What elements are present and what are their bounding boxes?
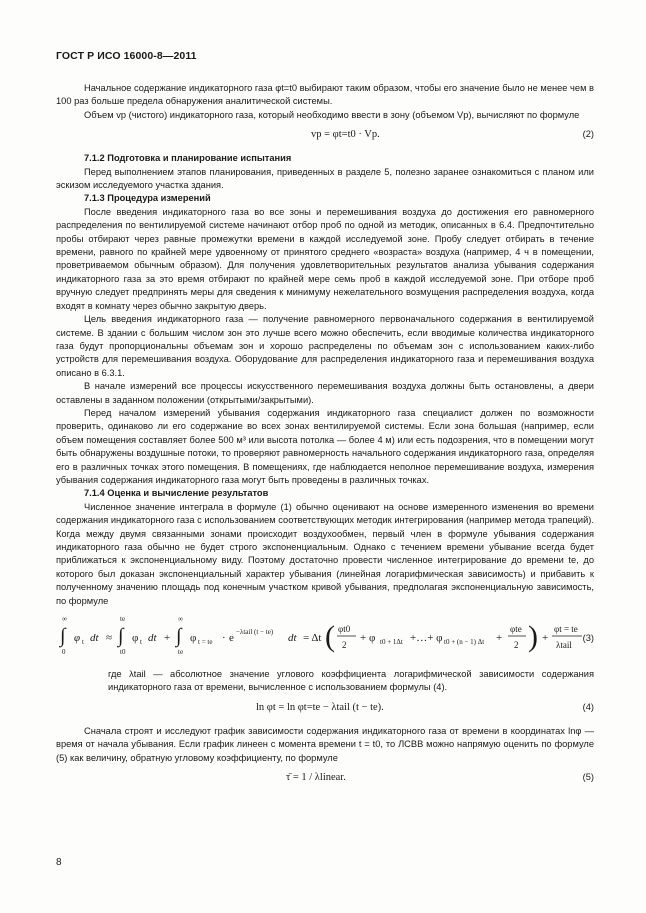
paragraph: Начальное содержание индикаторного газа φt=t0 выбирают таким образом, чтобы его значение было не менее чем в 100 раз больше предела обнаружения аналитической системы. — [56, 83, 594, 107]
svg-text:φte: φte — [510, 624, 522, 635]
svg-text:+: + — [164, 632, 171, 645]
formula-expression: vp = φt=t0 · Vp. — [311, 129, 380, 141]
svg-text:λtail: λtail — [556, 640, 572, 651]
svg-text:t0: t0 — [120, 648, 126, 657]
svg-text:dt: dt — [148, 632, 157, 645]
where-clause: где λtail — абсолютное значение углового коэффициента логарифмической зависимости содержания индикаторного газа от времени, вычисленное с использованием формулы (4). — [108, 669, 594, 693]
svg-text:∞: ∞ — [178, 615, 183, 624]
svg-text:·: · — [222, 632, 226, 645]
paragraph: Сначала строят и исследуют график зависимости содержания индикаторного газа от времени в координатах lnφ — время от начала убывания. Если график линеен с момента времени t = t0, то ЛСВВ можно напрямую оценить по формуле (5) как величину, обратную угловому коэффициенту, по формуле — [56, 725, 594, 763]
svg-text:dt: dt — [288, 632, 297, 645]
section-heading: 7.1.2 Подготовка и планирование испытания — [84, 153, 292, 164]
svg-text:∞: ∞ — [62, 615, 67, 624]
svg-text:t = te: t = te — [198, 638, 213, 647]
svg-text:φ: φ — [74, 632, 81, 645]
formula-expression: ln φt = ln φt=te − λtail (t − te). — [256, 701, 384, 713]
svg-text:= Δt: = Δt — [303, 632, 322, 645]
svg-text:−λtail (t − te): −λtail (t − te) — [236, 628, 274, 637]
svg-text:t0 + 1Δt: t0 + 1Δt — [380, 638, 403, 647]
svg-text:φ: φ — [132, 632, 139, 645]
section-heading: 7.1.4 Оценка и вычисление результатов — [84, 488, 269, 499]
formula-expression: τ̄ = 1 / λlinear. — [286, 772, 346, 784]
formula-2 — [56, 122, 594, 152]
svg-text:+: + — [496, 632, 503, 645]
svg-text:te: te — [120, 615, 126, 624]
svg-text:t: t — [140, 638, 142, 647]
svg-text:0: 0 — [62, 648, 66, 657]
paragraph: Перед выполнением этапов планирования, приведенных в разделе 5, полезно заранее ознакомиться с планом или эскизом исследуемого участка здания. — [56, 166, 594, 191]
svg-text:dt: dt — [90, 632, 99, 645]
svg-text:2: 2 — [514, 640, 519, 651]
formula-number: (4) — [582, 701, 594, 712]
paragraph: После введения индикаторного газа во все зоны и перемешивания воздуха до достижения его равномерного распределения по вентилируемой системе начинают отбор проб по одной из методик, описанных в 6.4. Предпочтительно пробы отбирают через равные промежутки времени в каждой исследуемой зоне. Пробу следует отбирать в течение времени, равного по крайней мере удвоенному от принятого среднего «возраста» воздуха (например, 4 ч в помещении, проветриваемом обычным образом). Для получения удовлетворительных результатов анализа убывания содержания индикаторного газа за это время отбирают по крайней мере семь проб в каждой исследуемой зоне. При отборе проб вручную следует предпринять меры для сведения к минимуму нежелательного возмущения распределения воздуха, когда входят в комнату через обычно закрытую дверь. — [56, 206, 594, 311]
svg-text:φt = te: φt = te — [554, 624, 578, 635]
formula-number: (5) — [582, 772, 594, 783]
integral-formula-graphic — [56, 608, 556, 666]
paragraph: Численное значение интеграла в формуле (1) обычно оценивают на основе измеренного изменения во времени содержания индикаторного газа с использованием соответствующих методик интегрирования (например метода трапеций). Когда между двумя связанными зонами происходит воздухообмен, первый член в формуле убывания содержания индикаторного газа обычно не будет строго экспоненциальным. Однако с течением времени убывание всегда будет приближаться к экспоненциальному виду. Поэтому достаточно провести численное интегрирование до времени te, до которого был доказан экспоненциальный характер убывания (линейная логарифмическая зависимость) и прибавить к полученному значению площадь под конечным участком кривой убывания, предполагая экспоненциальную зависимость, по формуле — [56, 501, 594, 606]
svg-text:+ φ: + φ — [360, 632, 376, 645]
paragraph: Объем vp (чистого) индикаторного газа, который необходимо ввести в зону (объемом Vp), вычисляют по формуле — [84, 109, 580, 120]
svg-text:+: + — [542, 632, 549, 645]
svg-text:t0 + (n − 1) Δt: t0 + (n − 1) Δt — [444, 638, 485, 647]
svg-text:∫: ∫ — [176, 625, 182, 648]
document-header: ГОСТ Р ИСО 16000-8—2011 — [56, 50, 197, 62]
body-text — [56, 82, 594, 795]
formula-5 — [56, 765, 594, 795]
svg-text:e: e — [229, 632, 234, 645]
formula-3 — [56, 608, 594, 666]
svg-text:t: t — [82, 638, 84, 647]
formula-number: (3) — [582, 633, 594, 644]
svg-text:∫: ∫ — [118, 625, 124, 648]
paragraph: В начале измерений все процессы искусственного перемешивания воздуха должны быть остановлены, а двери оставлены в заданном положении (открытыми/закрытыми). — [56, 381, 594, 405]
svg-text:≈: ≈ — [106, 632, 113, 645]
paragraph: Перед началом измерений убывания содержания индикаторного газа специалист должен по возможности проверить, одинаково ли его содержание во всех зонах вентилируемой системы. Если зона большая (например, если объем помещения составляет более 500 м³ или высота потолка — более 4 м) или есть подозрения, что в помещении могут быть обнаружены воздушные потоки, то проверяют равномерность начального содержания индикаторного газа, определяя его в различных точках этого помещения. В помещениях, где наблюдается неполное перемешивание воздуха, измерения убывания содержания индикаторного газа могут быть проведены в различных точках. — [56, 407, 594, 485]
section-heading: 7.1.3 Процедура измерений — [84, 193, 211, 204]
svg-text:∫: ∫ — [60, 625, 66, 648]
page-number: 8 — [56, 857, 62, 868]
paragraph: Цель введения индикаторного газа — получение равномерного первоначального содержания в вентилируемой системе. В здании с большим числом зон это лучше всего можно обеспечить, если вводимые количества индикаторного газа будут пропорциональны объемам зон и хорошо распределены по объемам зон с использованием каких-либо устройств для перемешивания воздуха. Оборудование для распределения индикаторного газа и перемешивания воздуха описано в 6.3.1. — [56, 314, 594, 378]
svg-text:): ) — [528, 620, 538, 654]
svg-text:+…+ φ: +…+ φ — [410, 632, 443, 645]
svg-text:φ: φ — [190, 632, 197, 645]
formula-4 — [56, 695, 594, 725]
svg-text:2: 2 — [342, 640, 347, 651]
svg-text:te: te — [178, 648, 184, 657]
svg-text:(: ( — [325, 620, 335, 654]
formula-number: (2) — [582, 129, 594, 140]
svg-text:φt0: φt0 — [338, 624, 351, 635]
